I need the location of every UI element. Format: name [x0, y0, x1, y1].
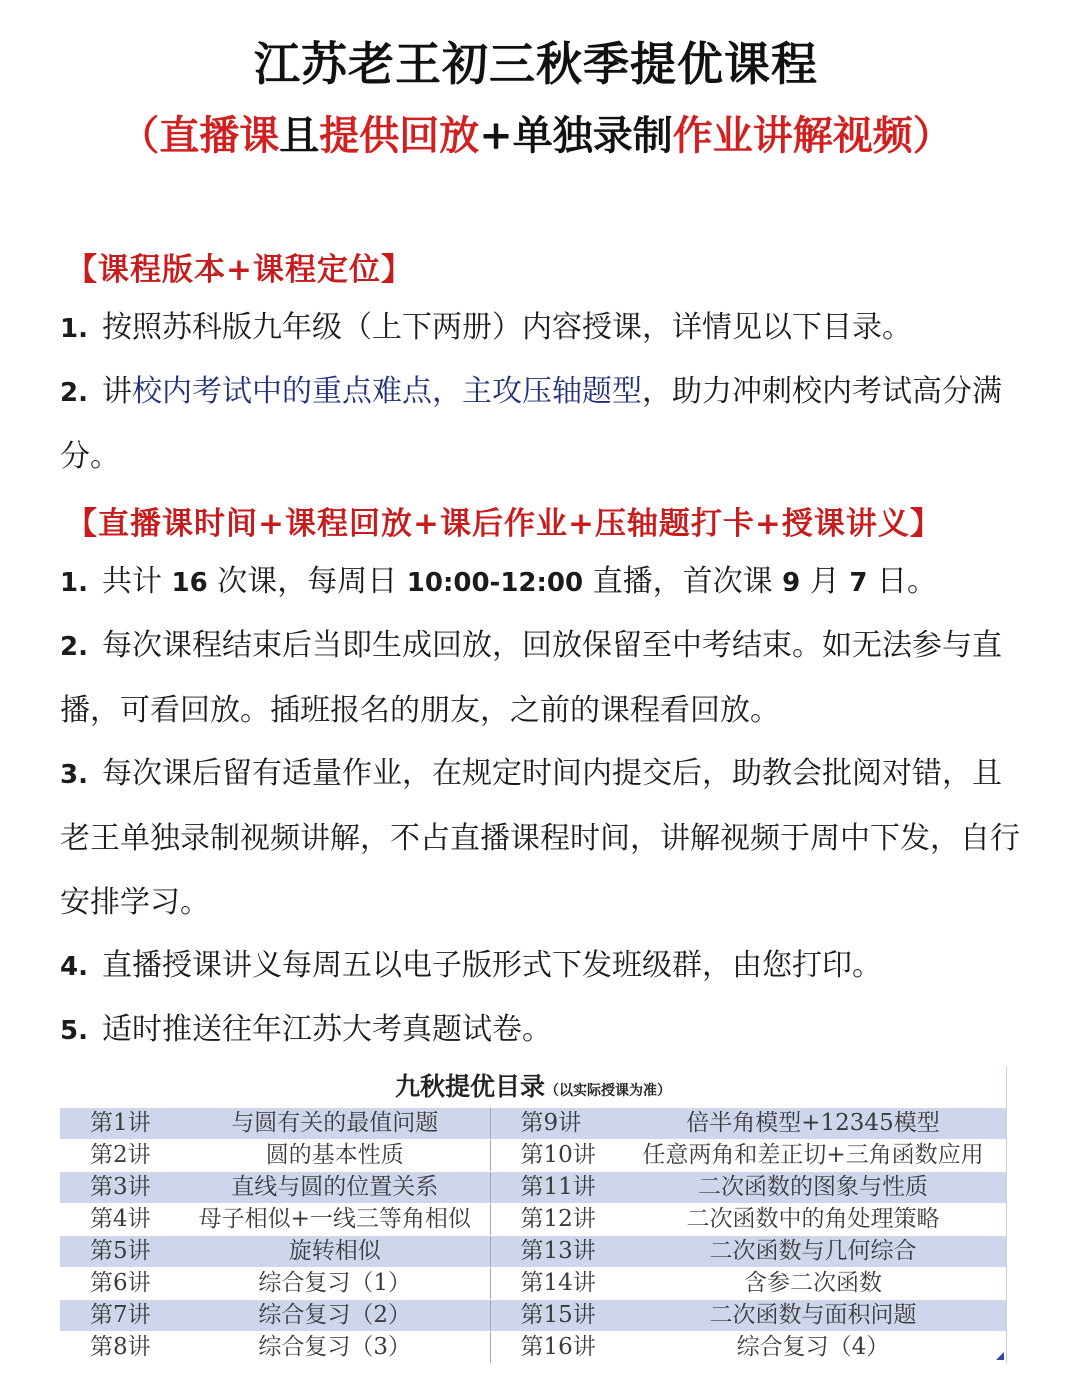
subtitle-replay: 提供回放	[319, 112, 480, 159]
item-text: 日。	[867, 564, 937, 599]
lecture-topic: 圆的基本性质	[180, 1140, 490, 1172]
lecture-topic: 倍半角模型+12345模型	[620, 1108, 1006, 1140]
syllabus-title-note: （以实际授课为准）	[545, 1083, 671, 1099]
item-number: 2.	[60, 378, 88, 408]
subtitle-live-class: 直播课	[159, 112, 280, 159]
section2-item-4	[60, 934, 1020, 999]
lecture-number: 第11讲	[490, 1172, 620, 1204]
syllabus-grid	[60, 1108, 1006, 1364]
lecture-number: 第8讲	[60, 1332, 180, 1364]
lecture-topic: 直线与圆的位置关系	[180, 1172, 490, 1204]
lecture-number: 第3讲	[60, 1172, 180, 1204]
item-text-highlight: 校内考试中的重点难点，主攻压轴题型	[131, 374, 642, 409]
table-row	[60, 1140, 1006, 1172]
item-number: 3.	[60, 760, 88, 790]
lesson-count: 16	[171, 568, 208, 598]
item-text: 每次课后留有适量作业，在规定时间内提交后，助教会批阅对错，且老王单独录制视频讲解，不占直播课程时间，讲解视频于周中下发，自行安排学习。	[60, 756, 1020, 920]
item-text: 适时推送往年江苏大考真题试卷。	[101, 1012, 552, 1047]
lecture-topic: 母子相似+一线三等角相似	[180, 1204, 490, 1236]
section1-item-2	[60, 360, 1020, 489]
section-heading-course-version: 【课程版本+课程定位】	[66, 252, 413, 288]
item-text: 每次课程结束后当即生成回放，回放保留至中考结束。如无法参与直播，可看回放。插班报名的朋友，之前的课程看回放。	[60, 628, 1002, 728]
lecture-topic: 二次函数中的角处理策略	[620, 1204, 1006, 1236]
table-row	[60, 1332, 1006, 1364]
section2-item-5	[60, 998, 1020, 1063]
item-text: 按照苏科版九年级（上下两册）内容授课，详情见以下目录。	[101, 310, 912, 345]
lecture-number: 第6讲	[60, 1268, 180, 1300]
resize-corner-icon	[996, 1352, 1004, 1360]
item-text-post: ，助力冲刺校内考试高分满分。	[60, 374, 1002, 474]
lecture-topic: 综合复习（3）	[180, 1332, 490, 1364]
subtitle-homework-video: 作业讲解视频	[672, 112, 913, 159]
section-heading-live-schedule: 【直播课时间+课程回放+课后作业+压轴题打卡+授课讲义】	[66, 506, 942, 542]
section2-item-3	[60, 742, 1020, 935]
section2-item-2	[60, 614, 1020, 743]
section2-item-1	[60, 550, 1020, 615]
lecture-topic: 二次函数的图象与性质	[620, 1172, 1006, 1204]
start-month: 9	[782, 568, 801, 598]
section1-item-1	[60, 296, 1020, 361]
syllabus-title-text: 九秋提优目录	[394, 1072, 545, 1101]
table-row	[60, 1172, 1006, 1204]
table-row	[60, 1268, 1006, 1300]
lecture-topic: 综合复习（4）	[620, 1332, 1006, 1364]
lecture-topic: 含参二次函数	[620, 1268, 1006, 1300]
item-number: 1.	[60, 568, 88, 598]
item-text: 直播授课讲义每周五以电子版形式下发班级群，由您打印。	[101, 948, 882, 983]
item-text: 月	[800, 564, 850, 599]
start-day: 7	[849, 568, 868, 598]
lecture-topic: 二次函数与面积问题	[620, 1300, 1006, 1332]
lecture-number: 第13讲	[490, 1236, 620, 1268]
lecture-number: 第1讲	[60, 1108, 180, 1140]
lecture-number: 第2讲	[60, 1140, 180, 1172]
subtitle-and: 且	[279, 112, 320, 159]
lecture-topic: 与圆有关的最值问题	[180, 1108, 490, 1140]
table-row	[60, 1204, 1006, 1236]
table-row	[60, 1236, 1006, 1268]
lecture-number: 第12讲	[490, 1204, 620, 1236]
lecture-number: 第7讲	[60, 1300, 180, 1332]
table-row	[60, 1108, 1006, 1140]
item-number: 2.	[60, 632, 88, 662]
lecture-topic: 任意两角和差正切+三角函数应用	[620, 1140, 1006, 1172]
item-text: 共计	[101, 564, 172, 599]
subtitle-recorded: +单独录制	[479, 112, 673, 159]
subtitle-close-paren: ）	[912, 112, 953, 159]
subtitle	[0, 104, 1072, 161]
lecture-topic: 二次函数与几何综合	[620, 1236, 1006, 1268]
item-number: 1.	[60, 314, 88, 344]
lecture-number: 第10讲	[490, 1140, 620, 1172]
lecture-topic: 综合复习（1）	[180, 1268, 490, 1300]
live-time: 10:00-12:00	[406, 568, 584, 598]
lecture-topic: 旋转相似	[180, 1236, 490, 1268]
lecture-topic: 综合复习（2）	[180, 1300, 490, 1332]
subtitle-open-paren: （	[119, 112, 160, 159]
syllabus-title	[60, 1066, 1006, 1108]
item-text: 直播，首次课	[583, 564, 783, 599]
item-number: 5.	[60, 1016, 88, 1046]
item-text: 次课，每周日	[207, 564, 407, 599]
page-title: 江苏老王初三秋季提优课程	[254, 37, 818, 91]
lecture-number: 第9讲	[490, 1108, 620, 1140]
syllabus-table	[60, 1066, 1007, 1364]
lecture-number: 第15讲	[490, 1300, 620, 1332]
lecture-number: 第14讲	[490, 1268, 620, 1300]
lecture-number: 第5讲	[60, 1236, 180, 1268]
item-number: 4.	[60, 952, 88, 982]
lecture-number: 第4讲	[60, 1204, 180, 1236]
lecture-number: 第16讲	[490, 1332, 620, 1364]
table-row	[60, 1300, 1006, 1332]
item-text-pre: 讲	[101, 374, 132, 409]
